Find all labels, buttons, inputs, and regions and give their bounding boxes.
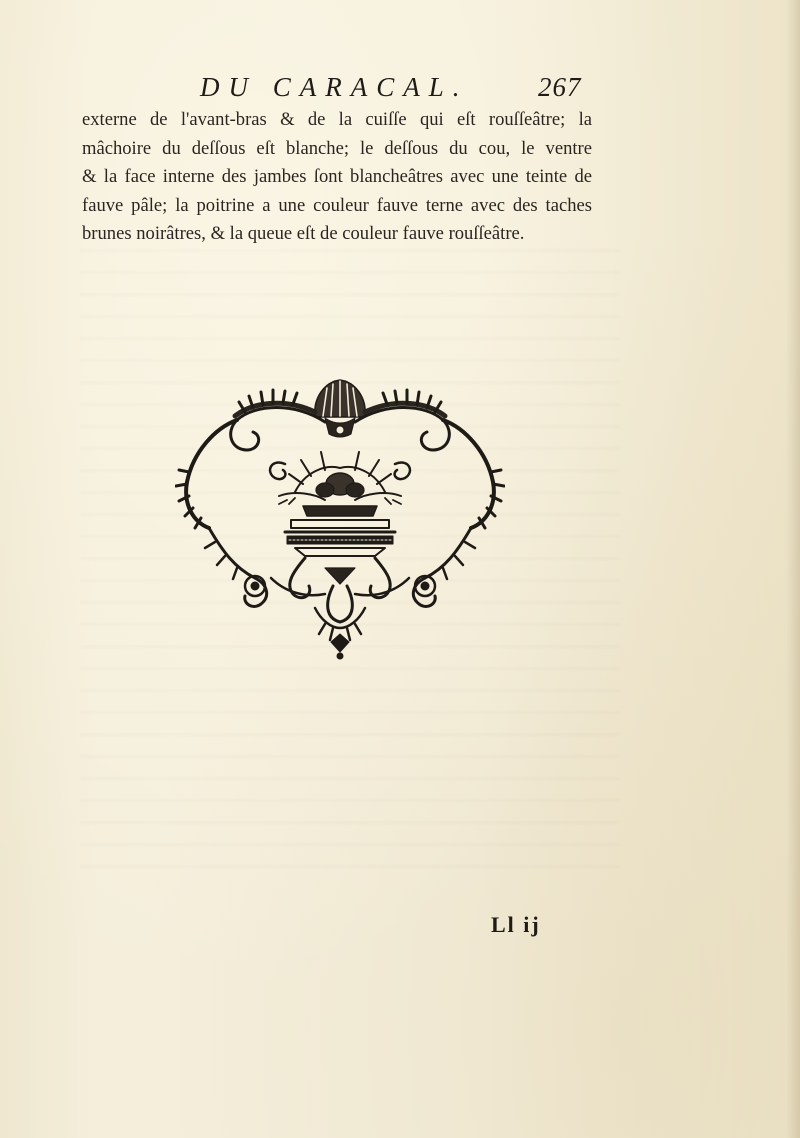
pendant-drop-icon [315, 568, 365, 659]
page-number: 267 [538, 72, 582, 102]
text-line: externe de l'avant-bras & de la cuiſſe qui eſt rouſſeâtre; la [82, 109, 592, 130]
running-title: DU CARACAL. [200, 72, 469, 102]
text-line: mâchoire du deſſous eſt blanche; le deſſous du cou, le ventre [82, 137, 592, 159]
acanthus-right-scroll-icon [355, 390, 504, 606]
text-line: fauve pâle; la poitrine a une couleur fauve terne avec des taches [82, 194, 592, 216]
signature-mark: Ll ij [491, 912, 541, 937]
text-line: brunes noirâtres, & la queue eſt de couleur fauve rouſſeâtre. [82, 223, 525, 244]
acanthus-left-scroll-icon [176, 390, 325, 606]
text-line: & la face interne des jambes ſont blancheâtres avec une teinte de [82, 166, 592, 187]
urn-pedestal-icon [285, 506, 395, 556]
body-paragraph [82, 106, 592, 249]
shell-crest-icon [315, 380, 365, 437]
baroque-urn-fleuron-icon [175, 372, 505, 667]
running-head [0, 70, 800, 106]
page-edge-shadow [786, 0, 800, 1138]
fruit-basket-icon [279, 452, 401, 504]
